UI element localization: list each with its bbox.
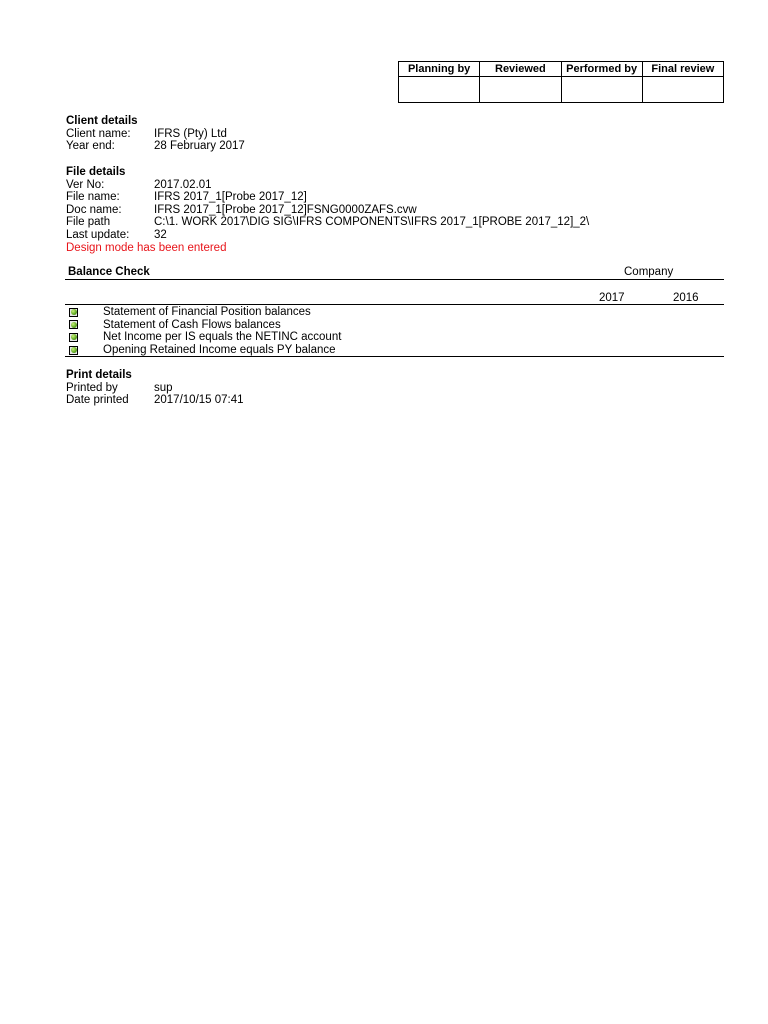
client-details-title: Client details xyxy=(66,115,138,127)
signoff-table xyxy=(398,61,724,103)
file-path-value: C:\1. WORK 2017\DIG SIG\IFRS COMPONENTS\IFRS 2017_1[PROBE 2017_12]_2\ xyxy=(154,216,590,229)
year-prior-label: 2016 xyxy=(673,292,699,304)
ver-no-label: Ver No: xyxy=(66,178,105,191)
balance-check-list xyxy=(66,306,341,356)
green-indicator-icon xyxy=(69,346,78,355)
doc-name-label: Doc name: xyxy=(66,203,122,216)
date-printed-label: Date printed xyxy=(66,394,129,407)
green-indicator-icon xyxy=(69,333,78,342)
printed-by-label: Printed by xyxy=(66,381,118,394)
date-printed-row xyxy=(66,394,244,407)
green-indicator-icon xyxy=(69,320,78,329)
file-path-row xyxy=(66,216,589,229)
green-indicator-icon xyxy=(69,308,78,317)
signoff-header-row xyxy=(399,62,724,77)
print-details-title: Print details xyxy=(66,369,132,381)
printed-by-row xyxy=(66,382,244,395)
signoff-header-performed: Performed by xyxy=(561,62,642,77)
file-name-row xyxy=(66,191,589,204)
file-details-title: File details xyxy=(66,166,126,178)
client-name-value: IFRS (Pty) Ltd xyxy=(154,127,227,140)
year-end-label: Year end: xyxy=(66,140,115,153)
file-name-value: IFRS 2017_1[Probe 2017_12] xyxy=(154,191,307,204)
signoff-value-row xyxy=(399,77,724,103)
client-details-section xyxy=(66,115,245,153)
file-details-section xyxy=(66,166,589,254)
check-retained-income-label: Opening Retained Income equals PY balance xyxy=(103,343,336,356)
check-net-income-row xyxy=(66,331,341,344)
file-path-label: File path xyxy=(66,216,111,229)
client-name-label: Client name: xyxy=(66,127,131,140)
last-update-label: Last update: xyxy=(66,228,130,241)
check-retained-income-row xyxy=(66,344,341,357)
check-sofp-label: Statement of Financial Position balances xyxy=(103,306,311,318)
signoff-planning-cell[interactable] xyxy=(399,77,480,103)
year-end-value: 28 February 2017 xyxy=(154,140,245,153)
print-details-section xyxy=(66,369,244,407)
entity-company-label: Company xyxy=(624,266,674,278)
year-end-row xyxy=(66,140,245,153)
check-cash-flows-row xyxy=(66,319,341,332)
balance-check-title: Balance Check xyxy=(68,266,150,278)
signoff-header-final-review: Final review xyxy=(642,62,723,77)
balance-top-rule xyxy=(65,279,724,280)
balance-bottom-rule xyxy=(65,356,724,357)
date-printed-value: 2017/10/15 07:41 xyxy=(154,394,244,407)
balance-header-rule xyxy=(65,304,724,305)
ver-no-row xyxy=(66,179,589,192)
signoff-final-review-cell[interactable] xyxy=(642,77,723,103)
last-update-row xyxy=(66,229,589,242)
signoff-performed-cell[interactable] xyxy=(561,77,642,103)
check-cash-flows-label: Statement of Cash Flows balances xyxy=(103,318,281,331)
ver-no-value: 2017.02.01 xyxy=(154,178,212,191)
design-mode-warning: Design mode has been entered xyxy=(66,241,227,254)
printed-by-value: sup xyxy=(154,381,173,394)
check-sofp-row xyxy=(66,306,341,319)
doc-name-value: IFRS 2017_1[Probe 2017_12]FSNG0000ZAFS.cvw xyxy=(154,203,417,216)
signoff-reviewed-cell[interactable] xyxy=(480,77,561,103)
doc-name-row xyxy=(66,204,589,217)
check-net-income-label: Net Income per IS equals the NETINC account xyxy=(103,331,342,344)
signoff-header-reviewed: Reviewed xyxy=(480,62,561,77)
signoff-header-planning: Planning by xyxy=(399,62,480,77)
year-current-label: 2017 xyxy=(599,292,625,304)
file-name-label: File name: xyxy=(66,191,120,204)
last-update-value: 32 xyxy=(154,228,167,241)
client-name-row xyxy=(66,128,245,141)
